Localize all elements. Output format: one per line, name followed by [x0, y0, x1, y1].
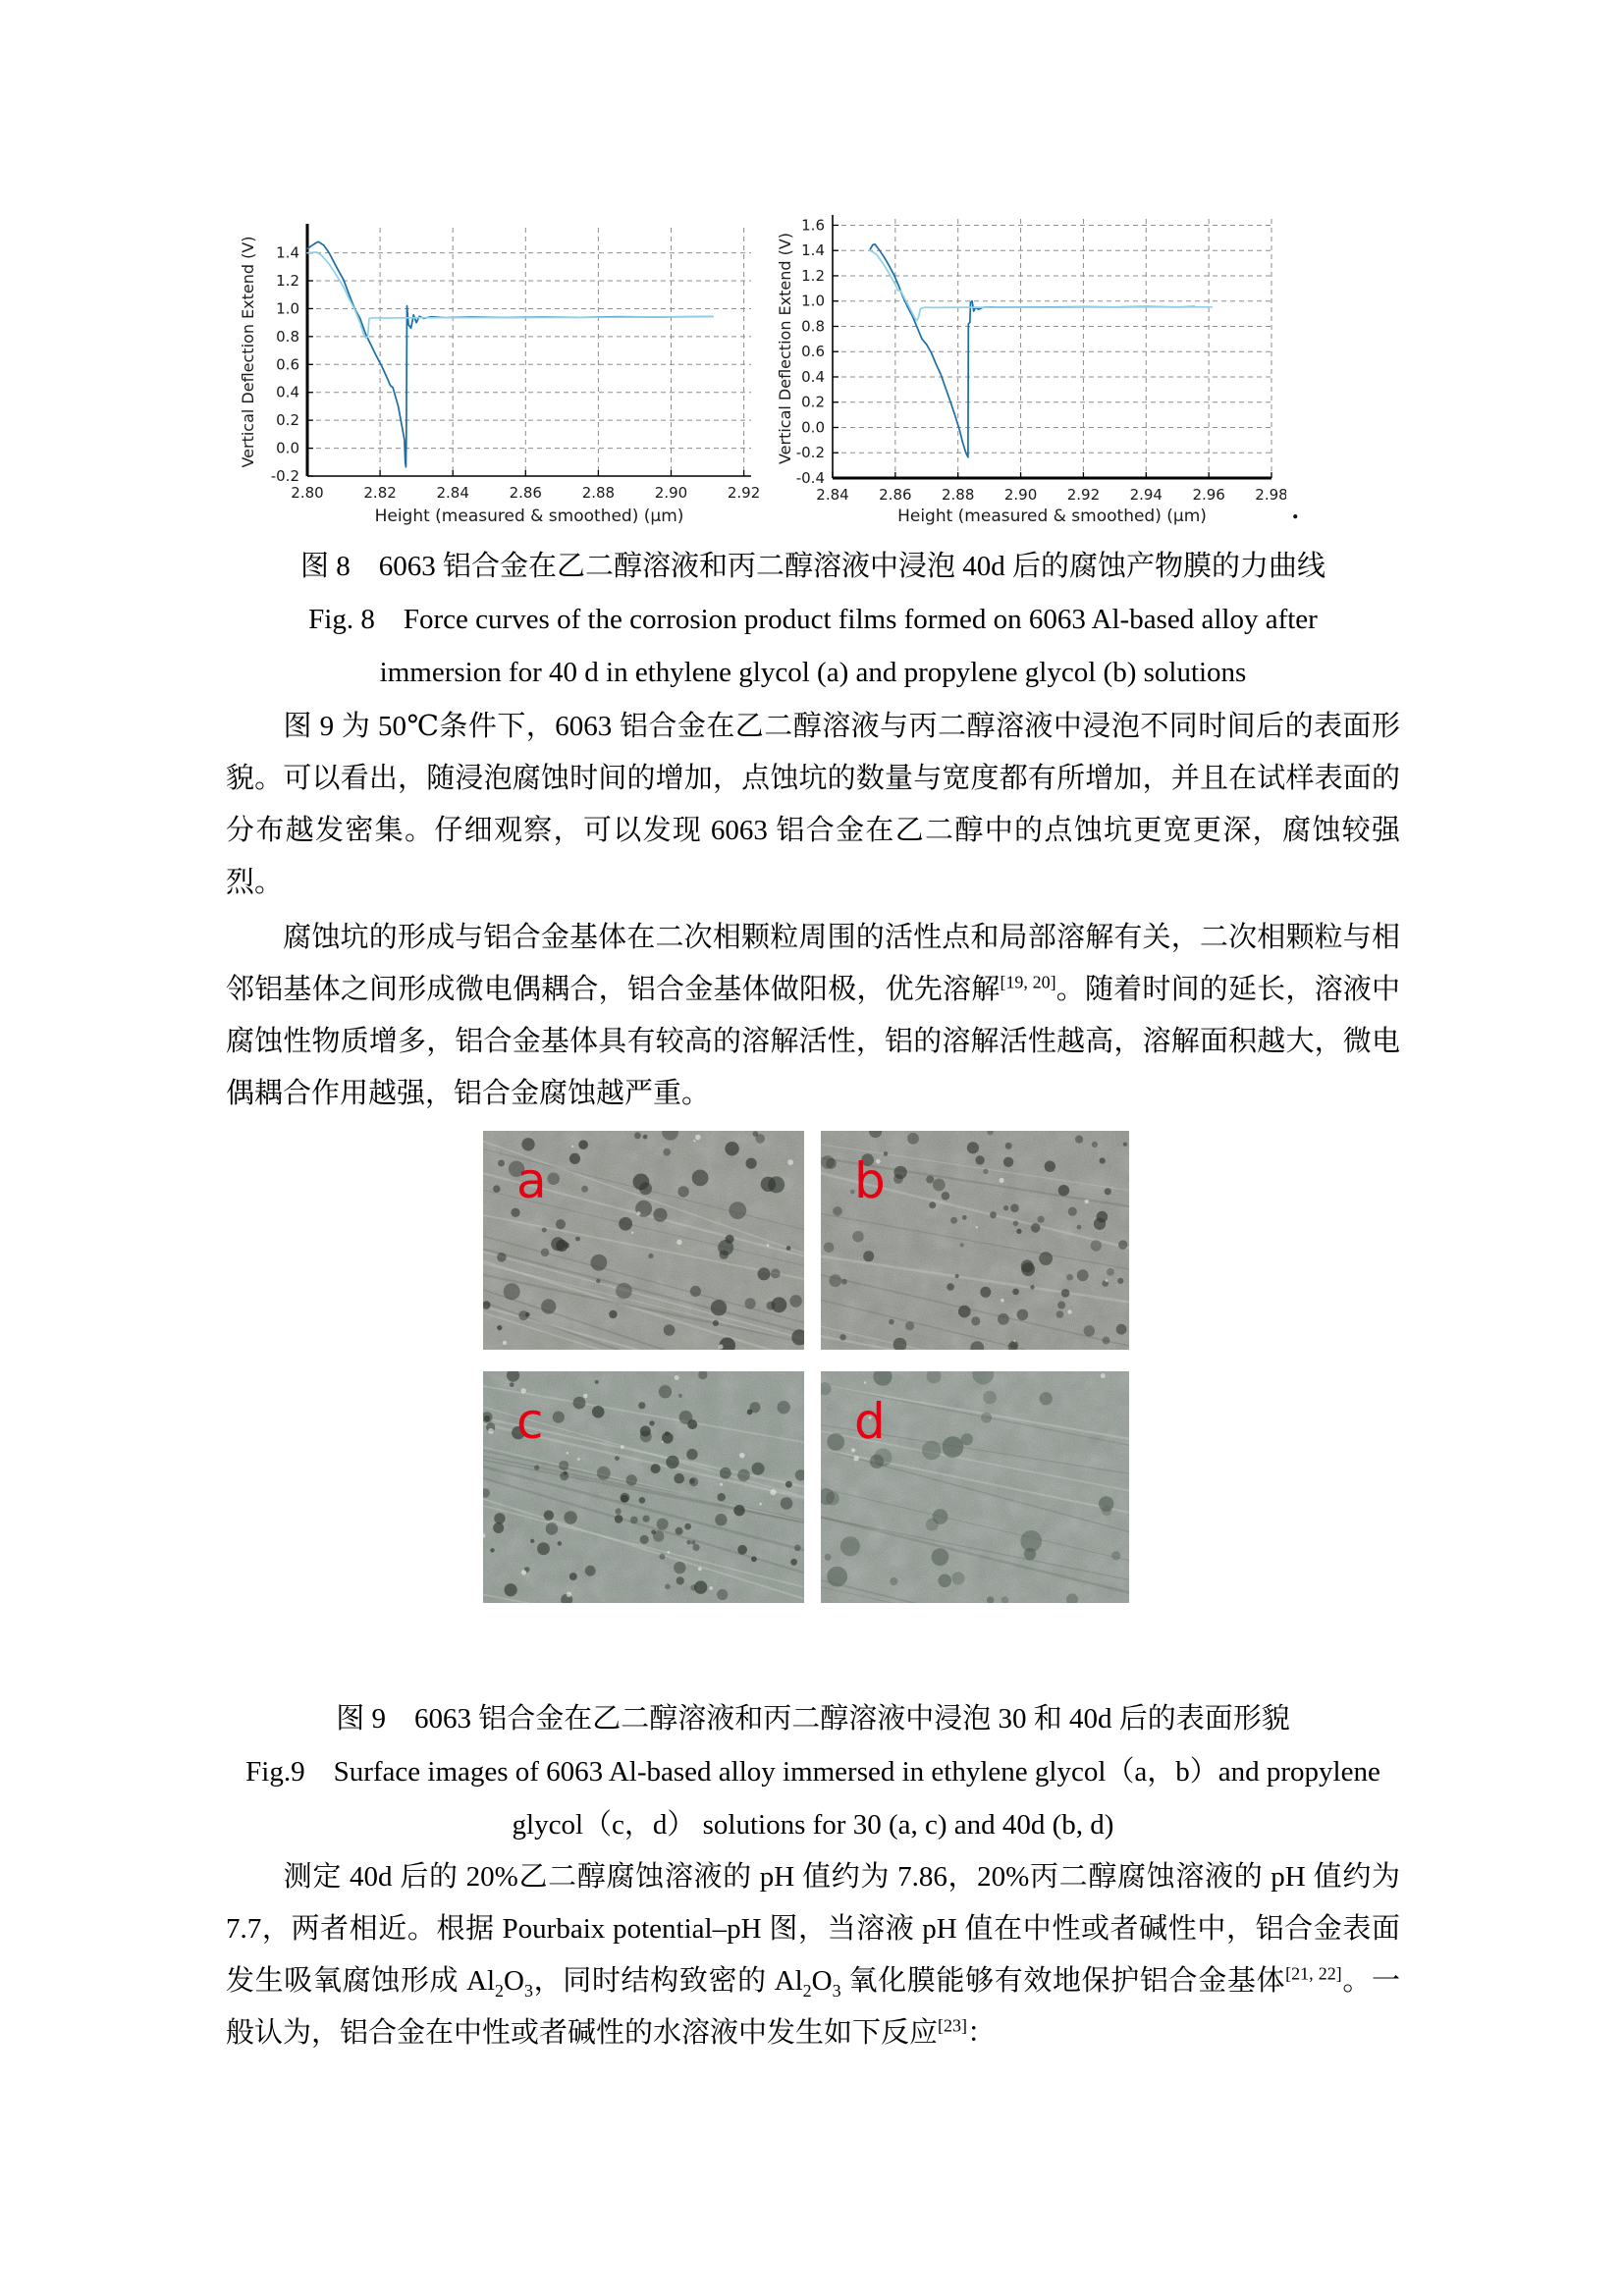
svg-text:0.4: 0.4: [801, 367, 825, 386]
svg-text:0.6: 0.6: [276, 355, 299, 374]
y-axis-label: Vertical Deflection Extend (V): [239, 236, 257, 468]
stray-period-mark: .: [1292, 496, 1299, 524]
svg-text:-0.2: -0.2: [270, 467, 299, 485]
paragraph-1-text: 图 9 为 50℃条件下，6063 铝合金在乙二醇溶液与丙二醇溶液中浸泡不同时间后的表面形貌。可以看出，随浸泡腐蚀时间的增加，点蚀坑的数量与宽度都有所增加，并且在试样表面的分布越发密集。仔细观察，可以发现 6063 铝合金在乙二醇中的点蚀坑更宽更深，腐蚀较强烈。: [226, 711, 1400, 898]
svg-text:0.0: 0.0: [276, 439, 299, 457]
svg-text:-0.2: -0.2: [795, 444, 825, 462]
paragraph-2-text: 腐蚀坑的形成与铝合金基体在二次相颗粒周围的活性点和局部溶解有关，二次相颗粒与相邻铝基体之间形成微电偶耦合，铝合金基体做阳极，优先溶解[19, 20]。随着时间的延长，溶液中腐蚀性物质增多，铝合金基体具有较高的溶解活性，铝的溶解活性越高，溶解面积越大，微电偶耦合作用越强，铝合金腐蚀越严重。: [226, 922, 1400, 1109]
micrograph-panel-d: [821, 1371, 1129, 1603]
svg-text:2.86: 2.86: [879, 486, 912, 504]
micrograph-label-c: c: [516, 1393, 544, 1450]
y-axis-label: Vertical Deflection Extend (V): [776, 232, 794, 465]
svg-text:2.86: 2.86: [509, 484, 542, 502]
svg-text:2.90: 2.90: [1003, 486, 1038, 504]
x-axis-label: Height (measured & smoothed) (μm): [374, 507, 684, 526]
svg-text:2.94: 2.94: [1129, 486, 1163, 504]
svg-text:1.0: 1.0: [276, 299, 299, 318]
paragraph-1: [226, 701, 1400, 909]
force-curve-chart-a: [239, 206, 769, 535]
svg-text:2.80: 2.80: [291, 484, 324, 502]
svg-text:2.84: 2.84: [436, 484, 469, 502]
paragraph-3-text: 测定 40d 后的 20%乙二醇腐蚀溶液的 pH 值约为 7.86，20%丙二醇腐蚀溶液的 pH 值约为 7.7，两者相近。根据 Pourbaix potential–pH 图，当溶液 pH 值在中性或者碱性中，铝合金表面发生吸氧腐蚀形成 $Al_2O_3$，同时结构致密的 $Al_2O_3$ 氧化膜能够有效地保护铝合金基体[21, 22]。一般认为，铝合金在中性或者碱性的水溶液中发生如下反应[23]：: [226, 1861, 1400, 2049]
svg-text:1.6: 1.6: [801, 216, 825, 235]
svg-text:2.88: 2.88: [942, 486, 975, 504]
x-axis-label: Height (measured & smoothed) (μm): [897, 507, 1207, 526]
svg-text:1.4: 1.4: [276, 243, 299, 262]
svg-text:0.0: 0.0: [801, 418, 825, 437]
micrograph-label-b: b: [854, 1152, 886, 1209]
paragraph-3: [226, 1851, 1400, 2059]
figure8-caption-en-line1: Fig. 8 Force curves of the corrosion product films formed on 6063 Al-based alloy after: [308, 604, 1318, 635]
svg-text:1.0: 1.0: [801, 292, 825, 310]
svg-text:1.2: 1.2: [801, 266, 825, 285]
svg-text:2.98: 2.98: [1255, 486, 1286, 504]
paragraph-2: [226, 912, 1400, 1120]
svg-text:2.96: 2.96: [1192, 486, 1225, 504]
svg-text:2.88: 2.88: [581, 484, 616, 502]
figure9-caption: [226, 1692, 1400, 1851]
micrograph-label-a: a: [516, 1152, 547, 1209]
figure9-caption-zh: 图 9 6063 铝合金在乙二醇溶液和丙二醇溶液中浸泡 30 和 40d 后的表面形貌: [336, 1703, 1290, 1735]
svg-text:2.90: 2.90: [654, 484, 688, 502]
svg-text:0.8: 0.8: [801, 317, 825, 336]
figure8-caption: [226, 540, 1400, 699]
micrograph-panel-b: [821, 1131, 1129, 1350]
svg-text:-0.4: -0.4: [795, 469, 825, 487]
svg-text:2.84: 2.84: [816, 486, 849, 504]
svg-text:0.6: 0.6: [801, 343, 825, 361]
svg-text:0.8: 0.8: [276, 327, 299, 346]
svg-text:1.4: 1.4: [801, 241, 825, 260]
svg-text:0.2: 0.2: [801, 393, 825, 411]
figure9-caption-en-line2: glycol（c，d） solutions for 30 (a, c) and 40d (b, d): [512, 1809, 1114, 1841]
svg-text:2.92: 2.92: [727, 484, 761, 502]
figure8-caption-en-line2: immersion for 40 d in ethylene glycol (a) and propylene glycol (b) solutions: [379, 657, 1247, 688]
svg-text:0.2: 0.2: [276, 411, 299, 430]
svg-text:2.92: 2.92: [1066, 486, 1101, 504]
svg-text:0.4: 0.4: [276, 383, 299, 401]
force-curve-chart-b: [776, 201, 1286, 535]
svg-text:1.2: 1.2: [276, 272, 299, 291]
figure9-caption-en-line1: Fig.9 Surface images of 6063 Al-based alloy immersed in ethylene glycol（a，b）and propylene: [245, 1756, 1380, 1788]
micrograph-panel-c: [483, 1371, 804, 1603]
micrograph-label-d: d: [854, 1393, 886, 1450]
figure8-caption-zh: 图 8 6063 铝合金在乙二醇溶液和丙二醇溶液中浸泡 40d 后的腐蚀产物膜的力曲线: [299, 551, 1325, 582]
micrograph-panel-a: [483, 1131, 804, 1350]
svg-text:2.82: 2.82: [363, 484, 397, 502]
